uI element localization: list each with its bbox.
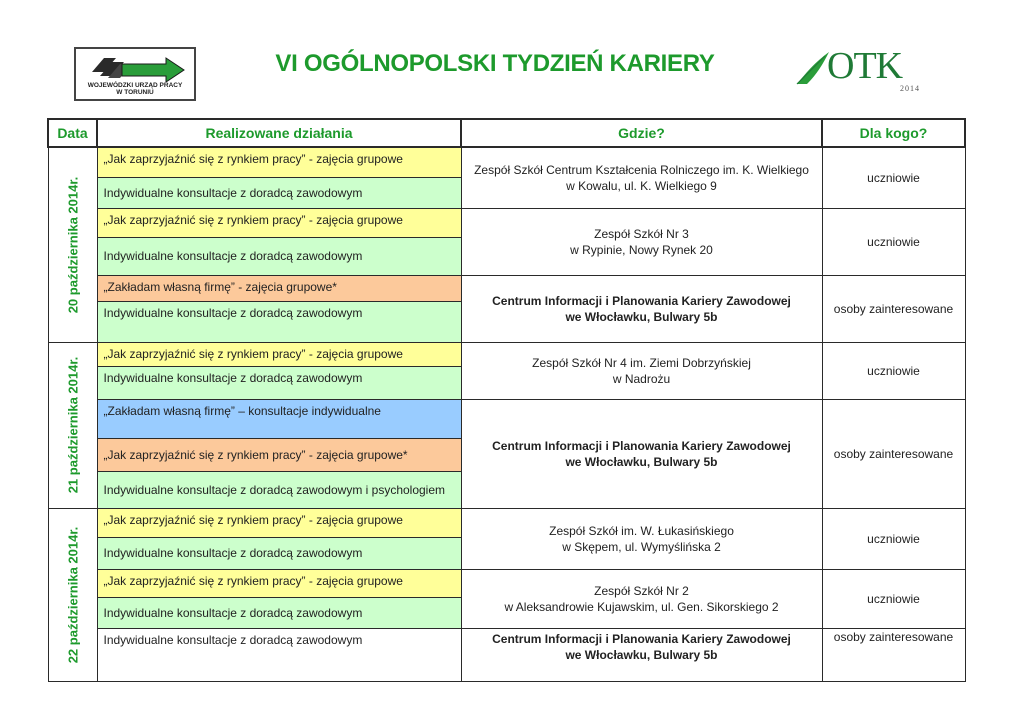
activity-cell: Indywidualne konsultacje z doradcą zawodowym i psychologiem	[97, 471, 461, 508]
activity-cell: „Jak zaprzyjaźnić się z rynkiem pracy” - zajęcia grupowe	[97, 342, 461, 366]
date-label: 22 października 2014r.	[65, 526, 80, 663]
table-row	[48, 342, 965, 366]
place-cell	[461, 342, 822, 399]
header-data: Data	[48, 119, 97, 147]
activity-cell: Indywidualne konsultacje z doradcą zawodowym	[97, 597, 461, 628]
table-row	[48, 628, 965, 681]
place-line1: Zespół Szkół Centrum Kształcenia Rolniczego im. K. Wielkiego	[474, 162, 809, 177]
activity-cell: Indywidualne konsultacje z doradcą zawodowym	[97, 177, 461, 208]
activity-cell: „Jak zaprzyjaźnić się z rynkiem pracy” - zajęcia grupowe	[97, 508, 461, 537]
header-actions: Realizowane działania	[97, 119, 461, 147]
page-title: VI OGÓLNOPOLSKI TYDZIEŃ KARIERY	[275, 50, 715, 77]
table-row	[48, 275, 965, 301]
audience-cell: uczniowie	[822, 569, 965, 628]
header-where: Gdzie?	[461, 119, 822, 147]
logo-caption-line2: W TORUNIU	[116, 89, 154, 96]
audience-cell: uczniowie	[822, 147, 965, 208]
activity-cell: „Zakładam własną firmę” - zajęcia grupowe*	[97, 275, 461, 301]
activity-cell: Indywidualne konsultacje z doradcą zawodowym	[97, 237, 461, 275]
place-line1: Zespół Szkół Nr 2	[594, 583, 689, 598]
place-line2: w Rypinie, Nowy Rynek 20	[570, 242, 713, 257]
place-line2: we Włocławku, Bulwary 5b	[565, 309, 718, 324]
date-cell	[48, 508, 97, 681]
activity-cell: Indywidualne konsultacje z doradcą zawodowym	[97, 537, 461, 569]
activity-cell: „Zakładam własną firmę” – konsultacje indywidualne	[97, 399, 461, 438]
place-line2: we Włocławku, Bulwary 5b	[565, 454, 718, 469]
place-cell	[461, 399, 822, 508]
place-line2: w Aleksandrowie Kujawskim, ul. Gen. Sikorskiego 2	[504, 599, 779, 614]
place-line1: Centrum Informacji i Planowania Kariery Zawodowej	[492, 293, 791, 308]
table-row	[48, 508, 965, 537]
activity-cell: Indywidualne konsultacje z doradcą zawodowym	[97, 628, 461, 681]
audience-cell: osoby zainteresowane	[822, 275, 965, 342]
table-row	[48, 399, 965, 438]
header-for-whom: Dla kogo?	[822, 119, 965, 147]
activity-cell: Indywidualne konsultacje z doradcą zawodowym	[97, 366, 461, 399]
logo-caption-line1: WOJEWÓDZKI URZĄD PRACY	[87, 82, 183, 89]
place-line1: Zespół Szkół im. W. Łukasińskiego	[549, 523, 734, 538]
table-header-row	[48, 119, 965, 147]
date-label: 21 października 2014r.	[65, 356, 80, 494]
audience-cell: uczniowie	[822, 342, 965, 399]
place-cell	[461, 147, 822, 208]
audience-cell: uczniowie	[822, 508, 965, 569]
schedule-table	[47, 118, 966, 682]
otk-logo-text: OTK	[827, 45, 903, 87]
place-line2: w Nadrożu	[612, 371, 671, 386]
audience-cell: uczniowie	[822, 208, 965, 275]
place-line2: w Skępem, ul. Wymyślińska 2	[562, 539, 721, 554]
place-line1: Centrum Informacji i Planowania Kariery Zawodowej	[492, 438, 791, 453]
place-cell	[461, 275, 822, 342]
otk-logo-year: 2014	[900, 84, 920, 93]
logo-caption	[76, 82, 194, 96]
arrow-logo-icon	[86, 54, 186, 82]
activity-cell: „Jak zaprzyjaźnić się z rynkiem pracy” - zajęcia grupowe*	[97, 438, 461, 471]
activity-cell: „Jak zaprzyjaźnić się z rynkiem pracy” - zajęcia grupowe	[97, 147, 461, 177]
table-row	[48, 569, 965, 597]
place-line2: w Kowalu, ul. K. Wielkiego 9	[566, 178, 717, 193]
audience-cell: osoby zainteresowane	[822, 628, 965, 681]
activity-cell: „Jak zaprzyjaźnić się z rynkiem pracy” - zajęcia grupowe	[97, 569, 461, 597]
date-cell	[48, 147, 97, 342]
activity-cell: Indywidualne konsultacje z doradcą zawodowym	[97, 301, 461, 342]
place-line1: Zespół Szkół Nr 3	[594, 226, 689, 241]
activity-cell: „Jak zaprzyjaźnić się z rynkiem pracy” - zajęcia grupowe	[97, 208, 461, 237]
place-line2: we Włocławku, Bulwary 5b	[565, 647, 718, 662]
date-label: 20 października 2014r.	[65, 176, 80, 314]
audience-cell: osoby zainteresowane	[822, 399, 965, 508]
place-cell	[461, 208, 822, 275]
place-cell	[461, 628, 822, 681]
place-line1: Zespół Szkół Nr 4 im. Ziemi Dobrzyńskiej	[532, 355, 751, 370]
table-row	[48, 208, 965, 237]
date-cell	[48, 342, 97, 508]
table-row	[48, 147, 965, 177]
place-line1: Centrum Informacji i Planowania Kariery Zawodowej	[492, 631, 791, 646]
place-cell	[461, 569, 822, 628]
otk-logo	[795, 46, 925, 96]
wup-torun-logo	[74, 47, 196, 101]
place-cell	[461, 508, 822, 569]
